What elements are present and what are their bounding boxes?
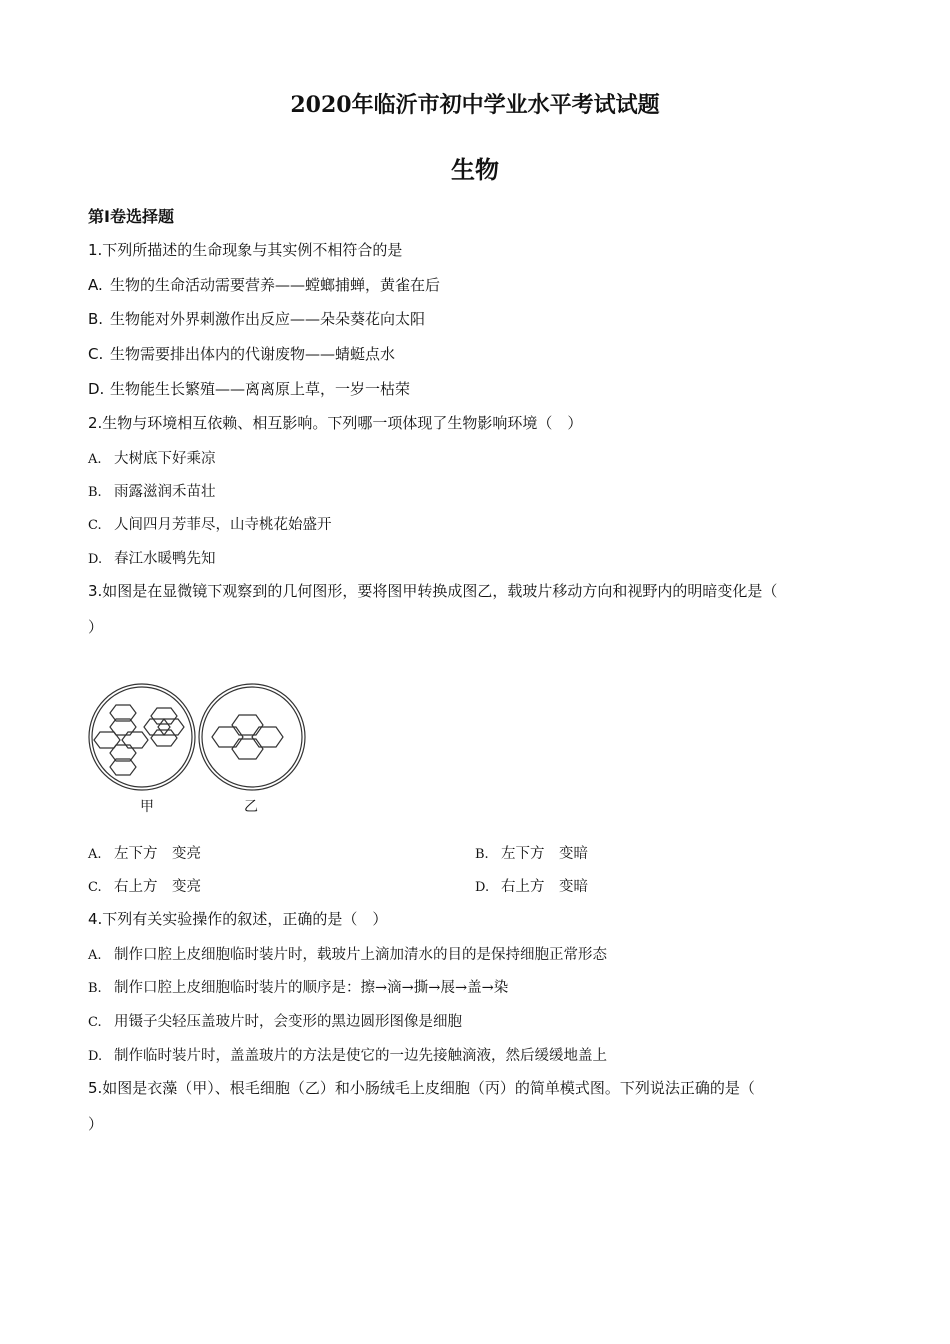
option-text: 用镊子尖轻压盖玻片时，会变形的黑边圆形图像是细胞	[114, 1014, 462, 1030]
option-text: 制作口腔上皮细胞临时装片的顺序是：擦→滴→撕→展→盖→染	[114, 980, 509, 996]
option-label: D.	[475, 880, 490, 895]
option-text: 制作临时装片时，盖盖玻片的方法是使它的一边先接触滴液，然后缓缓地盖上	[114, 1048, 607, 1064]
field-circle-jia	[89, 684, 195, 790]
question-3-option-c	[88, 876, 201, 898]
option-label: C.	[88, 345, 104, 363]
question-4-stem: 4.下列有关实验操作的叙述，正确的是（ ）	[88, 910, 388, 928]
option-text: 右上方 变暗	[501, 879, 588, 895]
option-text: 人间四月芳菲尽，山寺桃花始盛开	[114, 517, 332, 533]
option-text: 生物需要排出体内的代谢废物——蜻蜓点水	[110, 345, 396, 363]
option-label: A.	[88, 452, 102, 467]
option-text: 生物能生长繁殖——离离原上草，一岁一枯荣	[110, 380, 411, 398]
option-label: C.	[88, 880, 102, 895]
question-3-option-d	[475, 876, 588, 898]
microscope-fields-svg	[86, 682, 312, 794]
option-text: 春江水暖鸭先知	[114, 551, 216, 567]
option-label: B.	[475, 847, 489, 862]
option-label: C.	[88, 518, 102, 533]
question-2-option-d	[88, 548, 216, 570]
option-text: 右上方 变亮	[114, 879, 201, 895]
subject-title: 生物	[451, 155, 499, 184]
option-label: A.	[88, 276, 103, 294]
figure-label-yi: 乙	[244, 799, 258, 815]
question-2-option-c	[88, 514, 332, 536]
question-2-stem: 2.生物与环境相互依赖、相互影响。下列哪一项体现了生物影响环境（ ）	[88, 414, 583, 432]
question-3-stem: 3.如图是在显微镜下观察到的几何图形，要将图甲转换成图乙，载玻片移动方向和视野内的明暗变化是（	[88, 582, 778, 600]
question-1-option-d	[88, 379, 410, 399]
option-text: 生物的生命活动需要营养——螳螂捕蝉，黄雀在后	[110, 276, 441, 294]
option-label: C.	[88, 1015, 102, 1030]
option-text: 制作口腔上皮细胞临时装片时，载玻片上滴加清水的目的是保持细胞正常形态	[114, 947, 607, 963]
option-text: 大树底下好乘凉	[114, 451, 216, 467]
question-3-stem-continued: ）	[88, 618, 104, 636]
option-label: A.	[88, 948, 102, 963]
hexagon-pattern-jia	[94, 705, 184, 775]
question-5-stem-continued: ）	[88, 1115, 104, 1133]
hexagon-pattern-yi	[212, 715, 283, 759]
option-label: D.	[88, 380, 105, 398]
question-1-stem: 1.下列所描述的生命现象与其实例不相符合的是	[88, 241, 403, 259]
question-2-option-b	[88, 481, 216, 503]
option-label: B.	[88, 310, 104, 328]
option-text: 左下方 变暗	[501, 846, 588, 862]
question-4-option-a	[88, 944, 607, 966]
microscope-field-figure	[86, 682, 312, 818]
question-1-option-a	[88, 275, 440, 295]
question-3-option-a	[88, 843, 201, 865]
option-label: D.	[88, 552, 103, 567]
option-text: 生物能对外界刺激作出反应——朵朵葵花向太阳	[110, 310, 426, 328]
question-3-option-b	[475, 843, 588, 865]
option-label: A.	[88, 847, 102, 862]
section-heading: 第Ⅰ卷选择题	[88, 207, 174, 226]
option-text: 雨露滋润禾苗壮	[114, 484, 216, 500]
question-4-option-d	[88, 1045, 607, 1067]
question-1-option-b	[88, 309, 425, 329]
question-4-option-b	[88, 977, 508, 999]
question-2-option-a	[88, 448, 216, 470]
option-label: B.	[88, 485, 102, 500]
question-4-option-c	[88, 1011, 462, 1033]
question-1-option-c	[88, 344, 395, 364]
question-5-stem: 5.如图是衣藻（甲）、根毛细胞（乙）和小肠绒毛上皮细胞（丙）的简单模式图。下列说法正确的是（	[88, 1079, 755, 1097]
option-label: D.	[88, 1049, 103, 1064]
option-label: B.	[88, 981, 102, 996]
page-title: 2020年临沂市初中学业水平考试试题	[290, 92, 660, 118]
figure-label-jia: 甲	[140, 799, 154, 815]
option-text: 左下方 变亮	[114, 846, 201, 862]
